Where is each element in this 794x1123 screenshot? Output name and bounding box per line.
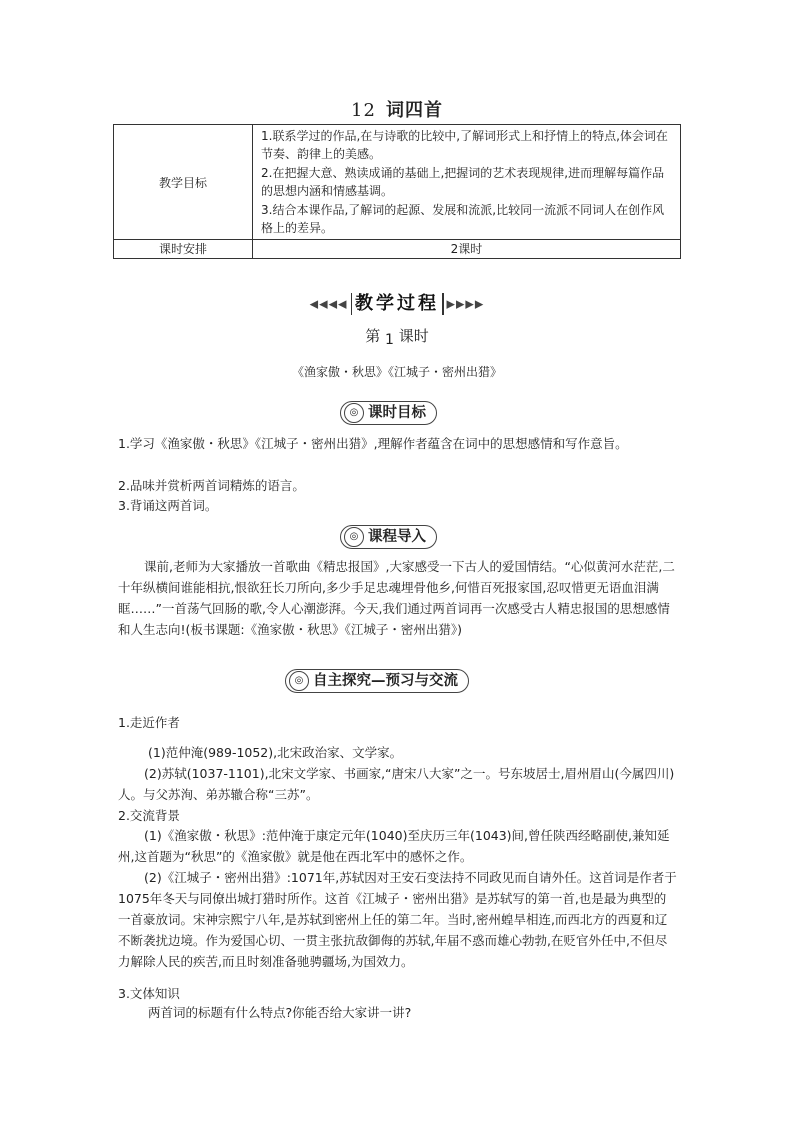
goal-item: 3.结合本课作品,了解词的起源、发展和流派,比较同一流派不同词人在创作风格上的差异。 <box>261 202 665 236</box>
objective-item: 2.品味并赏析两首词精炼的语言。 <box>118 478 305 493</box>
background-heading: 2.交流背景 <box>118 808 180 823</box>
teaching-process-banner <box>0 289 794 315</box>
intro-paragraph: 课前,老师为大家播放一首歌曲《精忠报国》,大家感受一下古人的爱国情结。“心似黄河水茫茫,二十年纵横间谁能相抗,恨欲狂长刀所向,多少手足忠魂埋骨他乡,何惜百死报家国,忍叹惜更无语血泪满眶……”一首荡气回肠的歌,令人心潮澎湃。今天,我们通过两首词再一次感受古人精忠报国的思想感情和人生志向!(板书课题:《渔家傲・秋思》《江城子・密州出猎》) <box>118 559 675 637</box>
genre-heading: 3.文体知识 <box>118 986 180 1001</box>
goals-content <box>253 125 681 240</box>
lesson-title <box>0 96 794 122</box>
authors-heading: 1.走近作者 <box>118 715 180 730</box>
explore-section-header <box>285 669 469 693</box>
section-title: 课时目标 <box>368 405 426 421</box>
schedule-label: 课时安排 <box>114 240 253 259</box>
goal-item: 2.在把握大意、熟读成诵的基础上,把握词的艺术表现规律,进而理解每篇作品的思想内涵和情感基调。 <box>261 165 665 199</box>
objective-item: 3.背诵这两首词。 <box>118 498 218 513</box>
objective-item: 1.学习《渔家傲・秋思》《江城子・密州出猎》,理解作者蕴含在词中的思想感情和写作意旨。 <box>118 436 628 451</box>
book-icon: ◎ <box>289 671 309 691</box>
lesson-number: 12 <box>351 100 376 121</box>
background-1: (1)《渔家傲・秋思》:范仲淹于康定元年(1040)至庆历三年(1043)间,曾任陕西经略副使,兼知延州,这首题为“秋思”的《渔家傲》就是他在西北军中的感怀之作。 <box>118 828 670 864</box>
lesson-period-heading <box>0 325 794 346</box>
background-2: (2)《江城子・密州出猎》:1071年,苏轼因对王安石变法持不同政见而自请外任。这首词是作者于1075年冬天与同僚出城打猎时所作。这首《江城子・密州出猎》是苏轼写的第一首,也是最为典型的一首豪放词。宋神宗熙宁八年,是苏轼到密州上任的第二年。当时,密州蝗旱相连,而西北方的西夏和辽不断袭扰边境。作为爱国心切、一贯主张抗敌御侮的苏轼,年届不惑而雄心勃勃,在贬官外任中,不但尽力解除人民的疾苦,而且时刻准备驰骋疆场,为国效力。 <box>118 870 677 969</box>
banner-title: 教学过程 <box>355 293 439 314</box>
section-title: 课程导入 <box>368 529 426 545</box>
author-su: (2)苏轼(1037-1101),北宋文学家、书画家,“唐宋八大家”之一。号东坡居士,眉州眉山(今属四川)人。与父苏洵、弟苏辙合称“三苏”。 <box>118 766 675 802</box>
book-icon: ◎ <box>344 403 364 423</box>
goals-table <box>113 124 681 259</box>
left-arrows-icon: ◀◀◀◀ <box>309 297 348 311</box>
right-arrows-icon: ▶▶▶▶ <box>446 297 485 311</box>
author-fan: (1)范仲淹(989-1052),北宋政治家、文学家。 <box>148 745 403 760</box>
lesson-prefix: 第 <box>365 327 381 345</box>
banner-divider <box>351 293 353 315</box>
lesson-num: 1 <box>385 332 394 348</box>
goal-item: 1.联系学过的作品,在与诗歌的比较中,了解词形式上和抒情上的特点,体会词在节奏、韵律上的美感。 <box>261 129 668 162</box>
schedule-value: 2课时 <box>253 240 681 259</box>
objectives-section-header <box>340 401 437 425</box>
section-title: 自主探究—预习与交流 <box>313 673 458 689</box>
texts-line: 《渔家傲・秋思》《江城子・密州出猎》 <box>291 365 502 379</box>
banner-divider <box>442 293 444 315</box>
goals-label: 教学目标 <box>114 125 253 240</box>
lesson-title-text: 词四首 <box>385 100 443 121</box>
genre-question: 两首词的标题有什么特点?你能否给大家讲一讲? <box>148 1005 412 1020</box>
intro-section-header <box>340 525 437 549</box>
lesson-suffix: 课时 <box>398 327 429 345</box>
book-icon: ◎ <box>344 527 364 547</box>
